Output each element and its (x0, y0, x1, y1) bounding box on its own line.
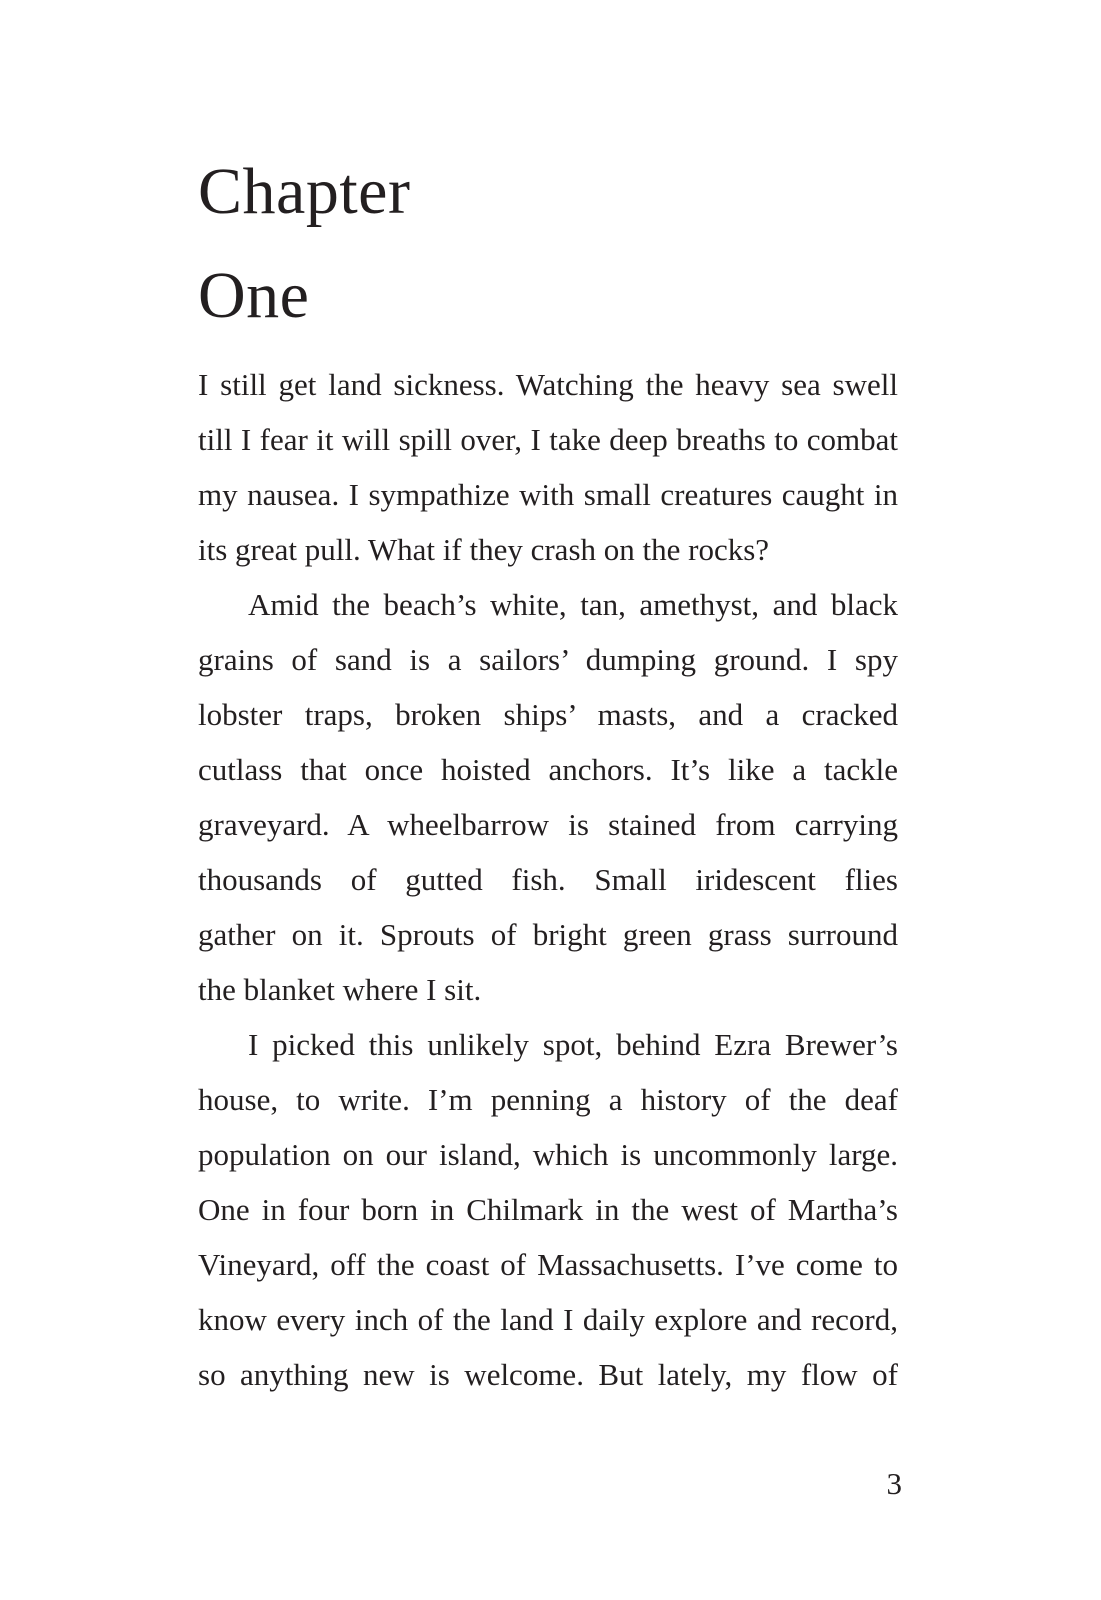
chapter-title-line-1: Chapter (198, 155, 411, 228)
chapter-title-line-2: One (198, 259, 310, 332)
text-line: my nausea. I sympathize with small creatures caught in (198, 477, 898, 512)
paragraph-1 (198, 357, 898, 577)
body-text (198, 357, 898, 1402)
text-line: lobster traps, broken ships’ masts, and a cracked (198, 697, 898, 732)
text-line: population on our island, which is uncommonly large. (198, 1137, 898, 1172)
text-line: I picked this unlikely spot, behind Ezra Brewer’s (248, 1027, 898, 1062)
text-line: so anything new is welcome. But lately, my flow of (198, 1357, 898, 1392)
text-line: house, to write. I’m penning a history of the deaf (198, 1082, 898, 1117)
text-line: One in four born in Chilmark in the west of Martha’s (198, 1192, 898, 1227)
text-line: the blanket where I sit. (198, 972, 482, 1007)
text-line: cutlass that once hoisted anchors. It’s like a tackle (198, 752, 898, 787)
page-number: 3 (886, 1466, 902, 1501)
text-line: grains of sand is a sailors’ dumping ground. I spy (198, 642, 898, 677)
text-line: know every inch of the land I daily explore and record, (198, 1302, 898, 1337)
text-line: I still get land sickness. Watching the heavy sea swell (198, 367, 898, 402)
paragraph-3 (198, 1017, 898, 1402)
text-line: till I fear it will spill over, I take deep breaths to combat (198, 422, 898, 457)
paragraph-2 (198, 577, 898, 1017)
text-line: thousands of gutted fish. Small iridescent flies (198, 862, 898, 897)
text-line: its great pull. What if they crash on the rocks? (198, 532, 770, 567)
text-line: Vineyard, off the coast of Massachusetts. I’ve come to (198, 1247, 898, 1282)
text-line: Amid the beach’s white, tan, amethyst, and black (248, 587, 898, 622)
text-line: graveyard. A wheelbarrow is stained from carrying (198, 807, 898, 842)
text-line: gather on it. Sprouts of bright green grass surround (198, 917, 898, 952)
chapter-title (198, 140, 410, 348)
